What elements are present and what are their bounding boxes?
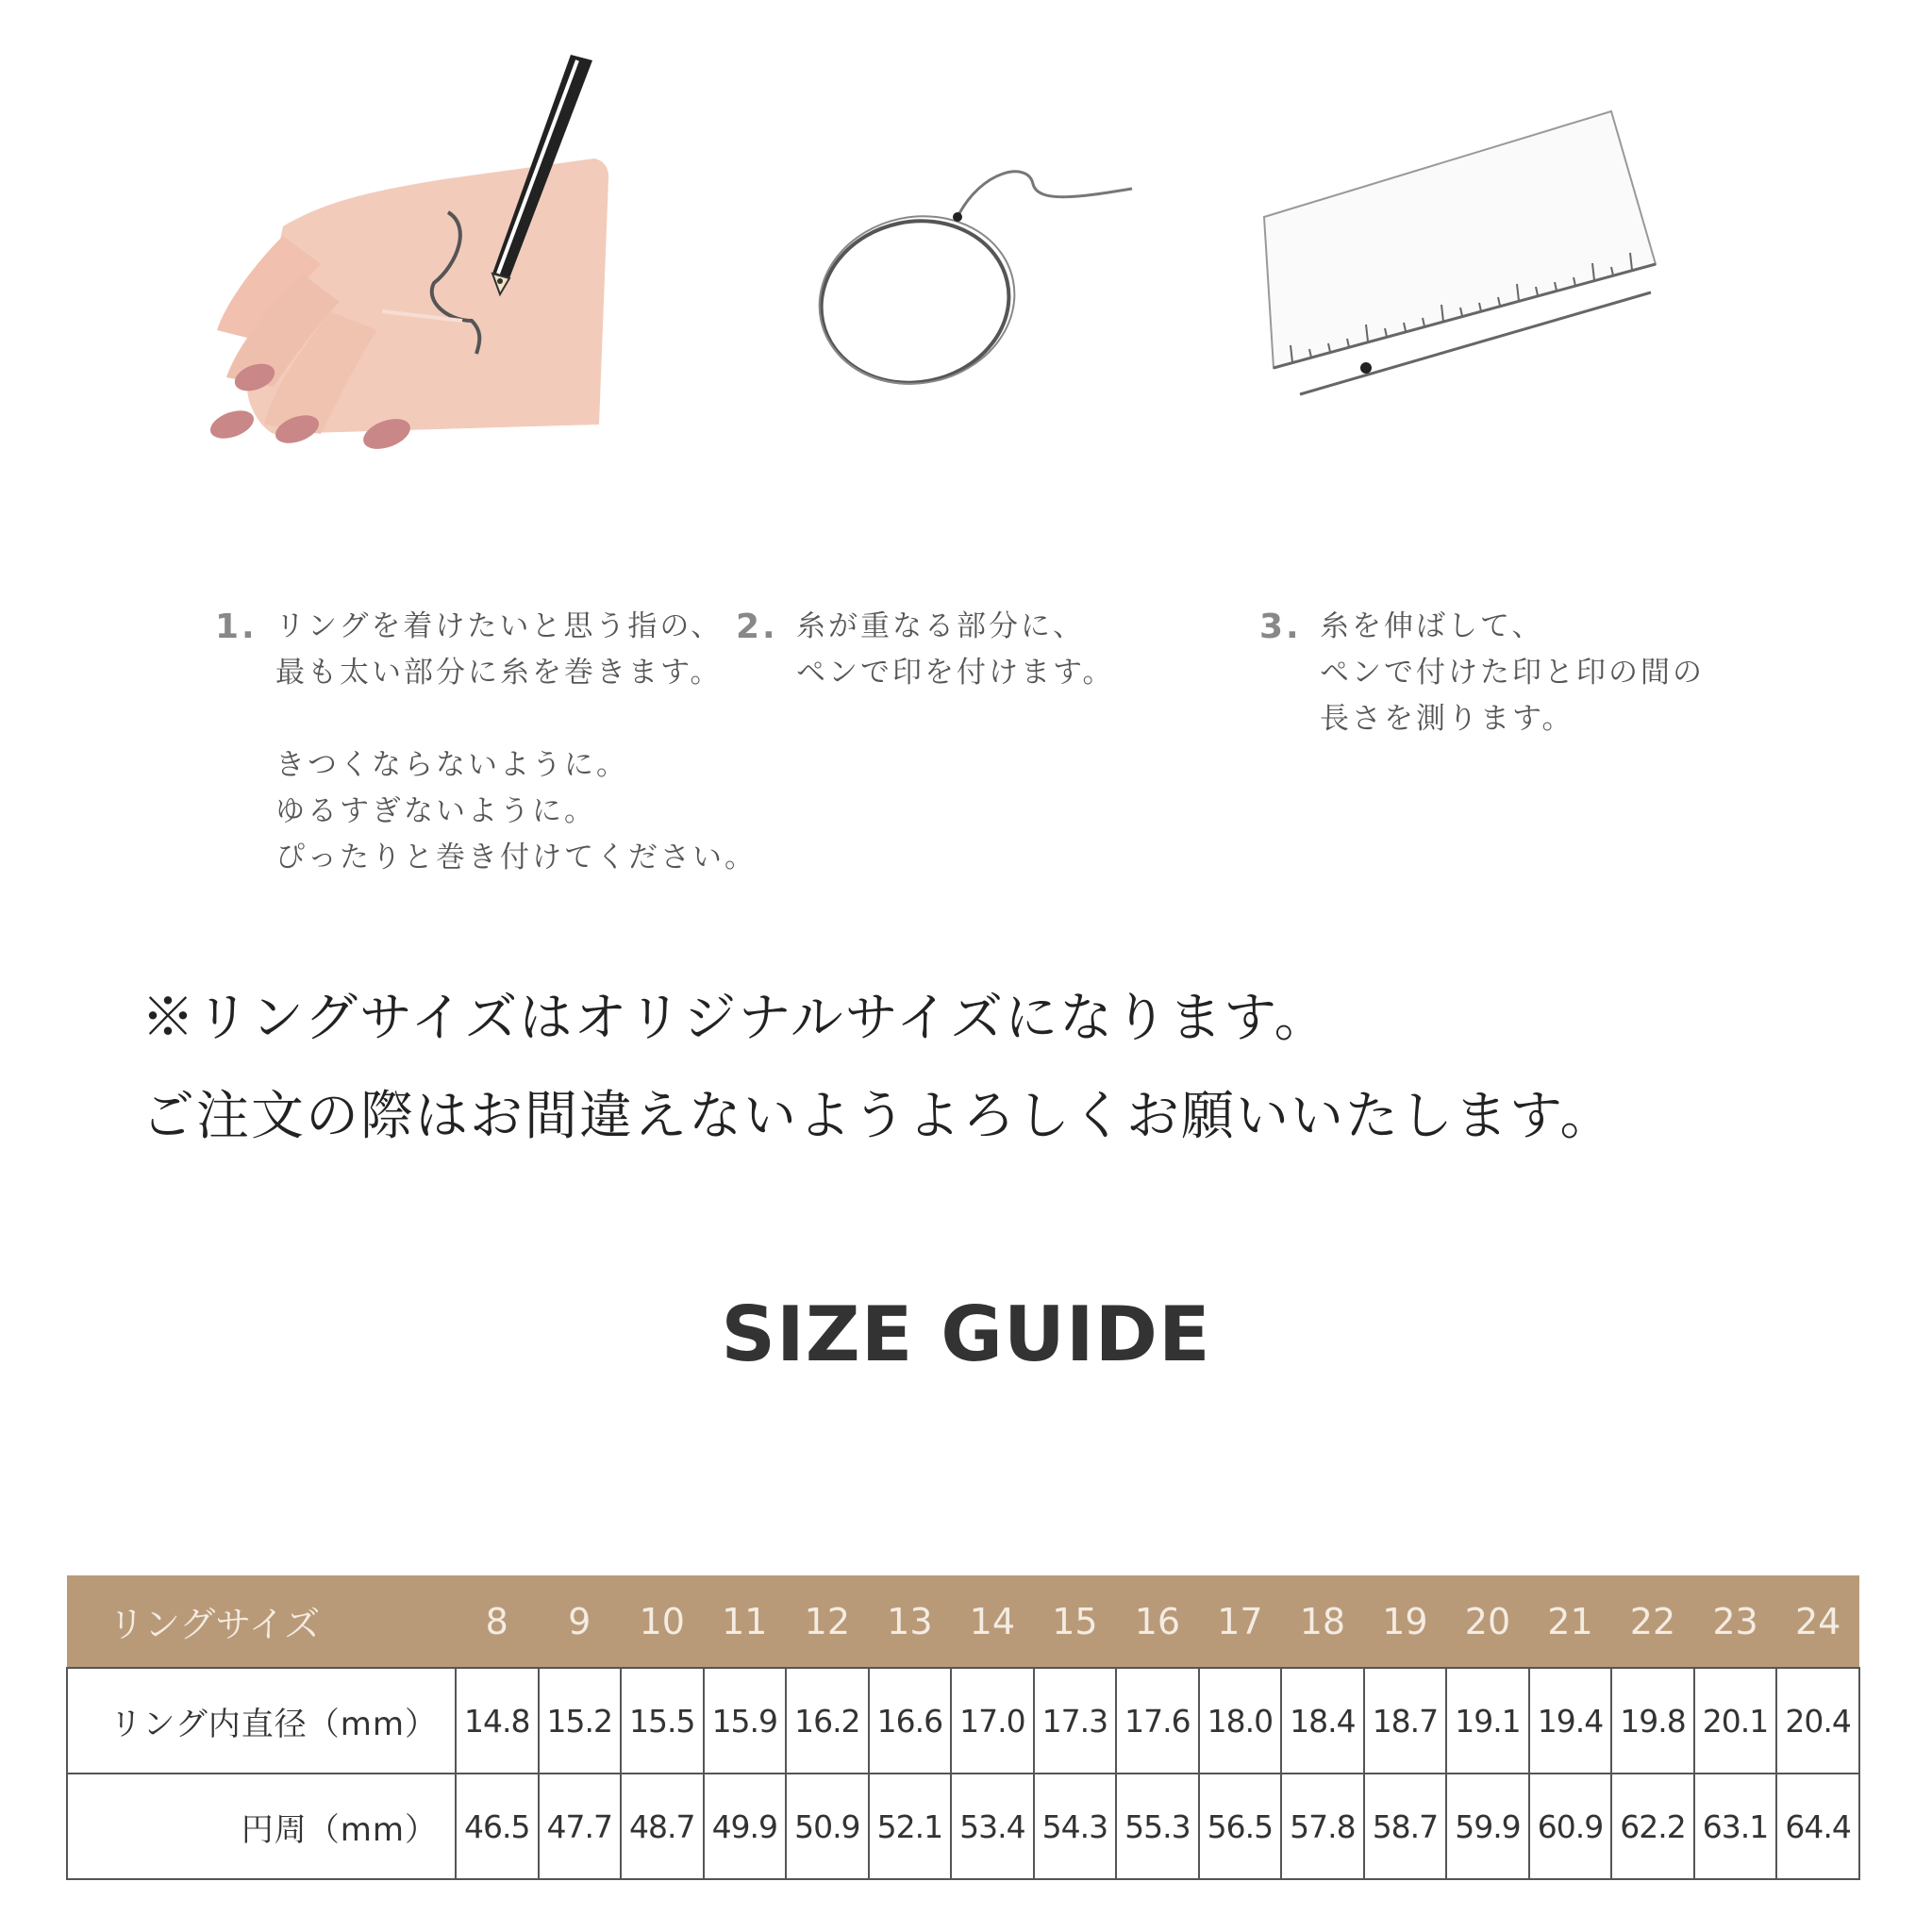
diameter-cell: 17.3 xyxy=(1034,1668,1117,1774)
size-header-cell: 21 xyxy=(1547,1600,1593,1642)
diameter-cell: 14.8 xyxy=(456,1668,539,1774)
size-header-cell: 8 xyxy=(485,1600,508,1642)
diameter-cell: 15.9 xyxy=(704,1668,787,1774)
step-text: 長さを測ります。 xyxy=(1320,702,1574,736)
size-header-cell: 9 xyxy=(568,1600,591,1642)
hand-measuring-illustration xyxy=(198,47,632,472)
step-text: 最も太い部分に糸を巻きます。 xyxy=(275,656,723,690)
diameter-cell: 15.5 xyxy=(621,1668,704,1774)
circumference-cell: 53.4 xyxy=(951,1774,1034,1879)
circumference-cell: 62.2 xyxy=(1611,1774,1694,1879)
circumference-cell: 46.5 xyxy=(456,1774,539,1879)
diameter-row-label: リング内直径（mm） xyxy=(67,1668,456,1774)
step-text: ペンで印を付けます。 xyxy=(796,656,1115,690)
step-number: 1. xyxy=(215,608,258,646)
step-note: ぴったりと巻き付けてください。 xyxy=(275,841,757,874)
circumference-cell: 63.1 xyxy=(1694,1774,1777,1879)
step-number: 2. xyxy=(736,608,778,646)
size-header-cell: 22 xyxy=(1629,1600,1676,1642)
notice-line: ※リングサイズはオリジナルサイズになります。 xyxy=(142,988,1329,1049)
diameter-cell: 15.2 xyxy=(539,1668,622,1774)
diameter-cell: 17.0 xyxy=(951,1668,1034,1774)
circumference-cell: 47.7 xyxy=(539,1774,622,1879)
diameter-cell: 20.1 xyxy=(1694,1668,1777,1774)
size-header-cell: 20 xyxy=(1464,1600,1511,1642)
circumference-cell: 58.7 xyxy=(1364,1774,1447,1879)
step-text: ペンで付けた印と印の間の xyxy=(1320,656,1705,690)
circumference-cell: 52.1 xyxy=(869,1774,952,1879)
step-3 xyxy=(1259,604,1705,742)
step-note: きつくならないように。 xyxy=(275,748,628,782)
diameter-cell: 19.8 xyxy=(1611,1668,1694,1774)
size-header-row xyxy=(67,1575,1859,1668)
size-table xyxy=(66,1575,1860,1880)
ruler-measuring-illustration xyxy=(1255,94,1670,406)
notice-line: ご注文の際はお間違えないようよろしくお願いいたします。 xyxy=(142,1086,1615,1147)
diameter-cell: 19.4 xyxy=(1529,1668,1612,1774)
size-header-cell: 10 xyxy=(639,1600,685,1642)
step-note: ゆるすぎないように。 xyxy=(275,794,596,828)
diameter-cell: 20.4 xyxy=(1776,1668,1859,1774)
circumference-cell: 54.3 xyxy=(1034,1774,1117,1879)
size-header-cell: 17 xyxy=(1217,1600,1263,1642)
circumference-cell: 60.9 xyxy=(1529,1774,1612,1879)
size-notice xyxy=(142,970,1615,1166)
diameter-cell: 19.1 xyxy=(1446,1668,1529,1774)
circumference-cell: 57.8 xyxy=(1281,1774,1364,1879)
step-2 xyxy=(736,604,1115,696)
size-header-cell: 24 xyxy=(1794,1600,1841,1642)
size-header-cell: 12 xyxy=(804,1600,850,1642)
circumference-row-label: 円周（mm） xyxy=(67,1774,456,1879)
circumference-cell: 55.3 xyxy=(1116,1774,1199,1879)
diameter-cell: 18.0 xyxy=(1199,1668,1282,1774)
step-number: 3. xyxy=(1259,608,1302,646)
size-header-cell: 14 xyxy=(969,1600,1016,1642)
circumference-cell: 50.9 xyxy=(786,1774,869,1879)
size-header-cell: 18 xyxy=(1299,1600,1346,1642)
size-header-cell: 15 xyxy=(1052,1600,1098,1642)
step-1 xyxy=(215,604,757,881)
diameter-row xyxy=(67,1668,1859,1774)
size-header-cell: 13 xyxy=(887,1600,933,1642)
size-header-cell: 16 xyxy=(1134,1600,1181,1642)
circumference-cell: 64.4 xyxy=(1776,1774,1859,1879)
size-header-cell: 19 xyxy=(1382,1600,1428,1642)
diameter-cell: 17.6 xyxy=(1116,1668,1199,1774)
diameter-cell: 16.2 xyxy=(786,1668,869,1774)
circumference-row xyxy=(67,1774,1859,1879)
size-header-cell: 23 xyxy=(1712,1600,1758,1642)
size-guide-title: SIZE GUIDE xyxy=(721,1291,1211,1378)
circumference-cell: 59.9 xyxy=(1446,1774,1529,1879)
size-header-label: リングサイズ xyxy=(108,1604,321,1645)
step-text: 糸を伸ばして、 xyxy=(1320,609,1544,643)
diameter-cell: 18.4 xyxy=(1281,1668,1364,1774)
diameter-cell: 18.7 xyxy=(1364,1668,1447,1774)
step-text: リングを着けたいと思う指の、 xyxy=(275,609,724,643)
circumference-cell: 49.9 xyxy=(704,1774,787,1879)
thread-loop-illustration xyxy=(811,160,1141,415)
circumference-cell: 56.5 xyxy=(1199,1774,1282,1879)
diameter-cell: 16.6 xyxy=(869,1668,952,1774)
circumference-cell: 48.7 xyxy=(621,1774,704,1879)
step-text: 糸が重なる部分に、 xyxy=(796,609,1085,643)
size-header-cell: 11 xyxy=(722,1600,768,1642)
